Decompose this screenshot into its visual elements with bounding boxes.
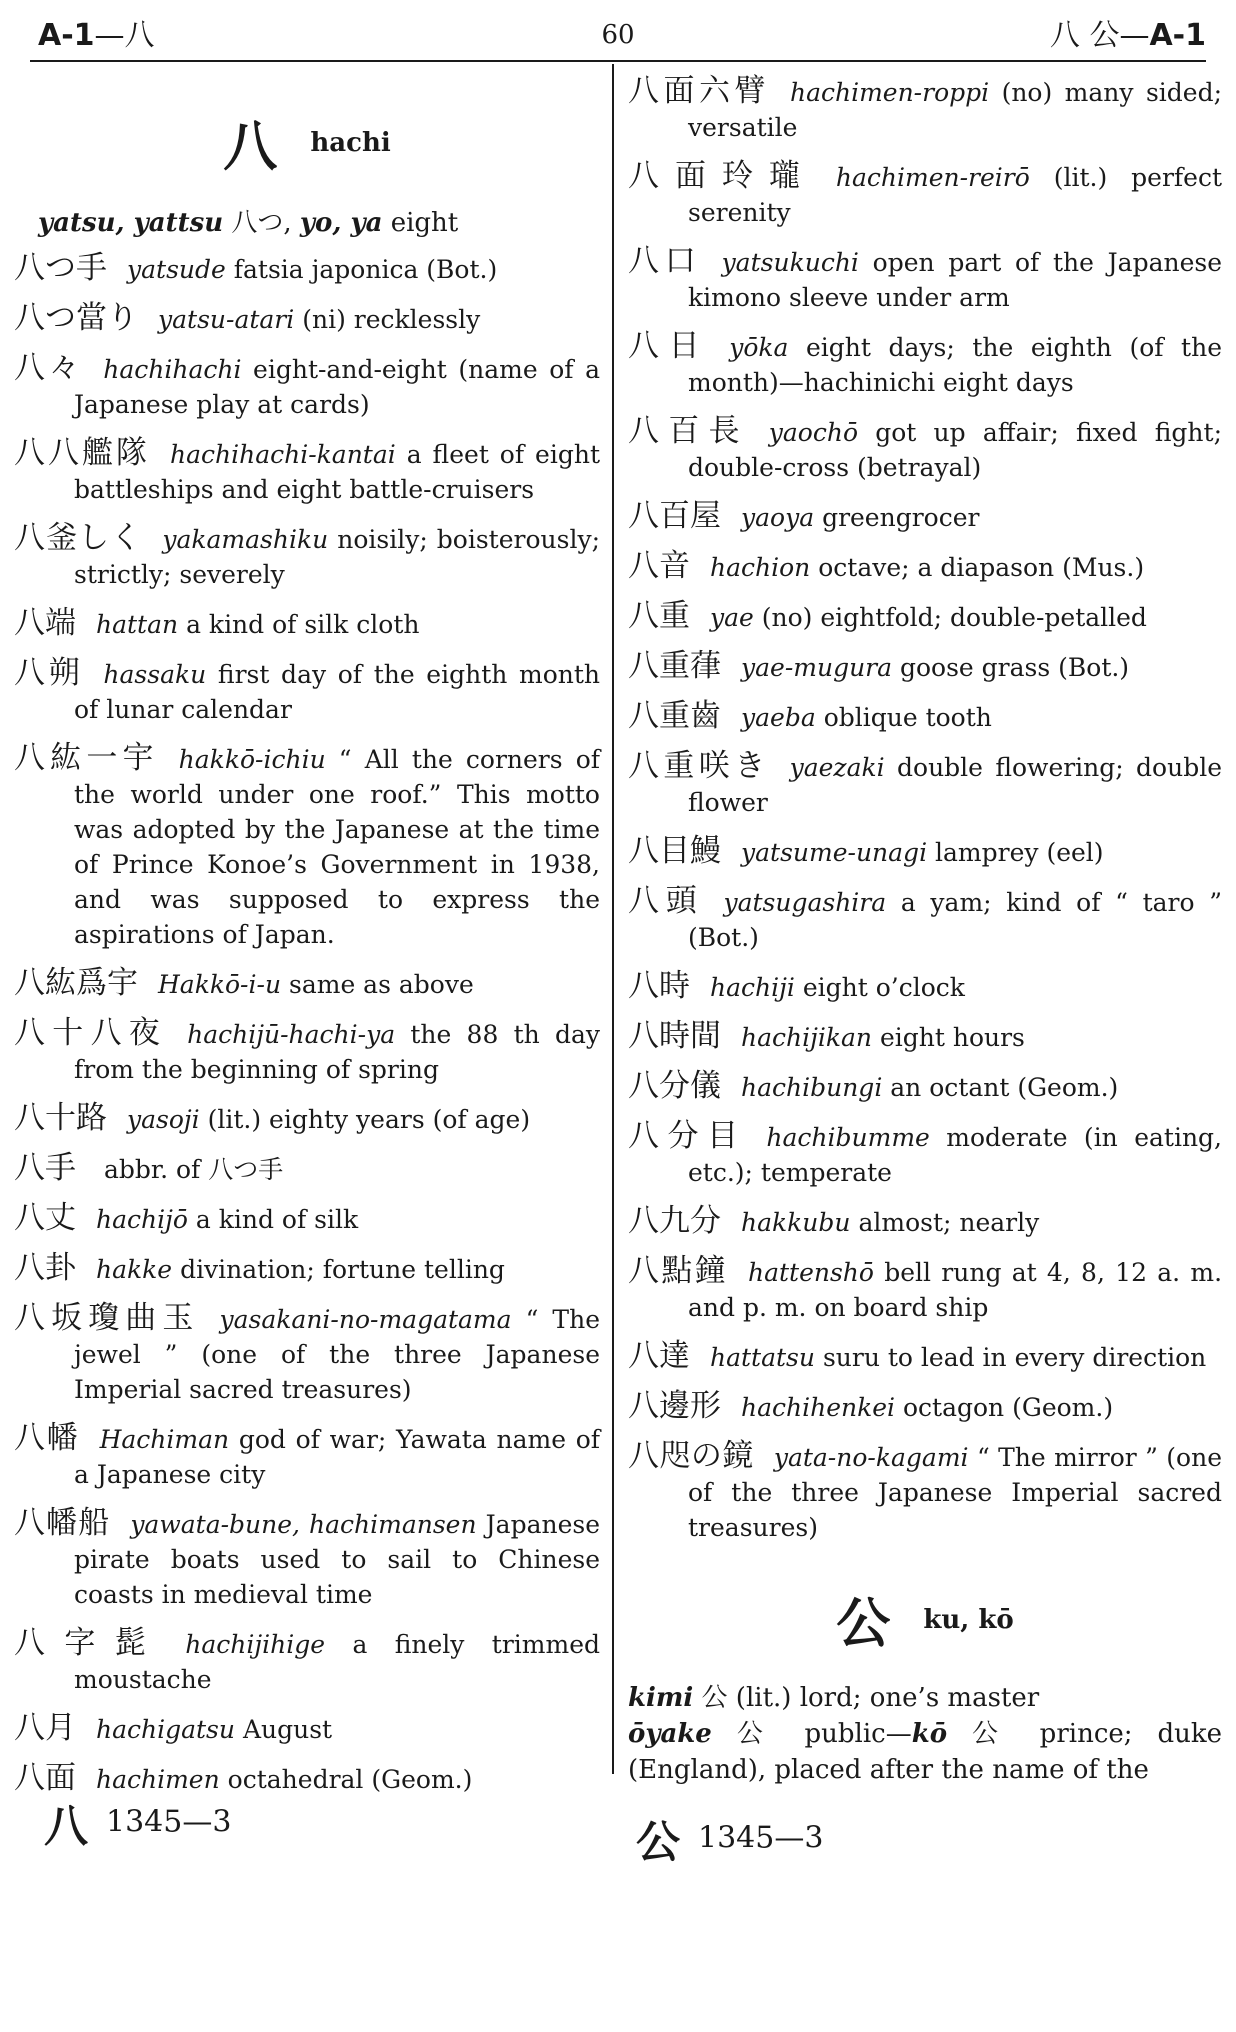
entry-headword: 八時 <box>628 968 690 1004</box>
entry-romaji: yakamashiku <box>162 525 329 554</box>
entry-headword: 八つ當り <box>14 300 138 336</box>
reading-meaning: eight <box>390 208 459 238</box>
column-divider <box>612 64 614 1774</box>
entry-headword: 八面 <box>14 1760 76 1796</box>
entry-definition: double flowering; double flower <box>688 753 1223 817</box>
dictionary-entry <box>628 649 1222 685</box>
entry-headword: 八釜しく <box>14 520 143 556</box>
entry-romaji: hattatsu <box>710 1343 815 1372</box>
entry-romaji: hachimen-roppi <box>789 78 990 107</box>
entry-definition: a fleet of eight battleships and eight battle-cruisers <box>74 440 600 504</box>
entry-definition: open part of the Japanese kimono sleeve under arm <box>688 248 1223 312</box>
entry-headword: 八面玲瓏 <box>628 158 816 194</box>
entry-romaji: yōka <box>729 333 789 362</box>
dictionary-entry <box>628 884 1222 955</box>
dictionary-entry <box>628 1019 1222 1055</box>
sub-rest2: 公 prince; duke (England), placed after the name of the <box>628 1719 1223 1785</box>
entry-headword: 八紘一宇 <box>14 740 159 776</box>
entry-romaji: yae <box>710 603 754 632</box>
entry-definition: got up affair; fixed fight; double-cross (betrayal) <box>688 418 1222 482</box>
footer-right-code: 1345—3 <box>698 1820 824 1856</box>
entry-romaji: yae-mugura <box>741 653 893 682</box>
header-right: 八 公—A-1 <box>1049 18 1206 53</box>
left-column <box>14 68 600 1811</box>
dictionary-entry <box>628 549 1222 585</box>
head-kanji: 八 <box>223 115 278 178</box>
sub-rest1: 公 (lit.) lord; one’s master <box>701 1683 1040 1713</box>
entry-romaji: hachimen <box>96 1765 220 1794</box>
entry-headword: 八頭 <box>628 883 704 919</box>
entry-romaji: hachihachi <box>103 355 242 384</box>
dictionary-entry <box>14 741 600 952</box>
entry-headword: 八時間 <box>628 1018 721 1054</box>
entry-definition: August <box>242 1715 333 1744</box>
entry-romaji: hachihachi-kantai <box>169 440 396 469</box>
entry-definition: Japanese pirate boats used to sail to Chinese coasts in medieval time <box>74 1510 601 1609</box>
entry-headword: 八分儀 <box>628 1068 721 1104</box>
header-left-code: A-1 <box>38 18 95 53</box>
dictionary-entry <box>628 1339 1222 1375</box>
entry-definition: a kind of silk cloth <box>186 610 420 639</box>
dictionary-entry <box>628 1439 1222 1545</box>
dictionary-entry <box>628 1069 1222 1105</box>
entry-romaji: hattan <box>96 610 179 639</box>
entry-romaji: Hakkō-i-u <box>158 970 282 999</box>
entry-definition: octave; a diapason (Mus.) <box>818 553 1145 582</box>
entry-headword: 八手 <box>14 1150 76 1186</box>
entry-headword: 八目鰻 <box>628 833 721 869</box>
entry-headword: 八點鐘 <box>628 1253 728 1289</box>
dictionary-entry <box>14 1016 600 1087</box>
entry-headword: 八字髭 <box>14 1625 166 1661</box>
footer-left-code: 1345—3 <box>106 1804 232 1840</box>
dictionary-entry <box>628 969 1222 1005</box>
dictionary-entry <box>14 1506 600 1612</box>
right-entries <box>628 74 1222 1545</box>
header-left-kanji: 八 <box>124 18 155 53</box>
entry-headword: 八端 <box>14 605 76 641</box>
entry-headword: 八八艦隊 <box>14 435 150 471</box>
entry-definition: abbr. of 八つ手 <box>103 1155 284 1184</box>
entry-headword: 八口 <box>628 243 702 279</box>
entry-definition: eight o’clock <box>802 973 965 1002</box>
entry-headword: 八十八夜 <box>14 1015 168 1051</box>
head-reading: hachi <box>310 127 391 158</box>
readings-line <box>14 205 600 241</box>
entry-romaji: yatsume-unagi <box>741 838 928 867</box>
right-column <box>628 74 1222 1798</box>
entry-definition: “ All the corners of the world under one roof.” This motto was adopted by the Japanese at the time of Prince Konoe’s Government in 1938, and was supposed to express the aspirations of Japan. <box>74 745 601 949</box>
dictionary-entry <box>628 329 1222 400</box>
dictionary-entry <box>628 749 1222 820</box>
entry-romaji: hassaku <box>103 660 207 689</box>
dictionary-entry <box>14 351 600 422</box>
entry-headword: 八卦 <box>14 1250 76 1286</box>
entry-romaji: yawata-bune, hachimansen <box>130 1510 477 1539</box>
sub-kun3: kō <box>911 1719 948 1749</box>
entry-headword: 八百長 <box>628 413 749 449</box>
entry-romaji: hachijū-hachi-ya <box>187 1020 396 1049</box>
sub-kun1: kimi <box>628 1683 694 1713</box>
dictionary-entry <box>14 1421 600 1492</box>
dictionary-entry <box>628 699 1222 735</box>
entry-definition: a finely trimmed moustache <box>74 1630 600 1694</box>
header-right-kanji: 八 公 <box>1049 18 1120 53</box>
entry-romaji: yatsugashira <box>723 888 887 917</box>
dictionary-entry <box>628 599 1222 635</box>
dictionary-entry <box>14 251 600 287</box>
entry-headword: 八邊形 <box>628 1388 721 1424</box>
entry-romaji: hachigatsu <box>96 1715 235 1744</box>
entry-definition: noisily; boisterously; strictly; severely <box>74 525 600 589</box>
entry-romaji: hakkubu <box>741 1208 851 1237</box>
sub-head-kanji: 公 <box>836 1592 891 1655</box>
entry-romaji: hachion <box>710 553 811 582</box>
entry-headword: 八朔 <box>14 655 84 691</box>
header-rule <box>30 60 1206 62</box>
entry-definition: octagon (Geom.) <box>903 1393 1114 1422</box>
entry-headword: 八分目 <box>628 1118 747 1154</box>
dictionary-entry <box>628 1119 1222 1190</box>
entry-definition: bell rung at 4, 8, 12 a. m. and p. m. on board ship <box>688 1258 1223 1322</box>
entry-romaji: yaochō <box>768 418 859 447</box>
dictionary-entry <box>628 1254 1222 1325</box>
dictionary-entry <box>628 499 1222 535</box>
entry-romaji: yasakani-no-magatama <box>219 1305 512 1334</box>
entry-definition: moderate (in eating, etc.); temperate <box>688 1123 1222 1187</box>
entry-headword: 八々 <box>14 350 84 386</box>
entry-definition: “ The mirror ” (one of the three Japanese Imperial sacred treasures) <box>688 1443 1222 1542</box>
entry-definition: first day of the eighth month of lunar calendar <box>74 660 601 724</box>
entry-romaji: yasoji <box>127 1105 200 1134</box>
dictionary-entry <box>628 159 1222 230</box>
sub-text <box>628 1680 1222 1788</box>
dictionary-entry <box>14 1711 600 1747</box>
entry-romaji: hakkō-ichiu <box>178 745 326 774</box>
entry-definition: fatsia japonica (Bot.) <box>233 255 498 284</box>
entry-definition: greengrocer <box>822 503 980 532</box>
dictionary-entry <box>14 1101 600 1137</box>
entry-definition: a kind of silk <box>195 1205 359 1234</box>
entry-headword: 八幡船 <box>14 1505 111 1541</box>
entry-headword: 八九分 <box>628 1203 721 1239</box>
entry-romaji: hachibumme <box>766 1123 930 1152</box>
sub-head-reading: ku, kō <box>923 1604 1014 1635</box>
dictionary-entry <box>14 521 600 592</box>
entry-headword: 八重葎 <box>628 648 721 684</box>
entry-romaji: hachibungi <box>741 1073 883 1102</box>
entry-romaji: yatsukuchi <box>721 248 859 277</box>
dictionary-entry <box>628 1204 1222 1240</box>
dictionary-entry <box>14 1151 600 1187</box>
entry-definition: same as above <box>289 970 474 999</box>
entry-headword: 八坂瓊曲玉 <box>14 1300 200 1336</box>
header-right-code: A-1 <box>1149 18 1206 53</box>
dictionary-entry <box>14 301 600 337</box>
entry-romaji: yatsu-atari <box>158 305 295 334</box>
entry-romaji: Hachiman <box>99 1425 230 1454</box>
reading-kun: yatsu, yattsu <box>38 208 224 238</box>
entry-headword: 八音 <box>628 548 690 584</box>
entry-romaji: hattenshō <box>747 1258 874 1287</box>
entry-definition: “ The jewel ” (one of the three Japanese Imperial sacred treasures) <box>74 1305 600 1404</box>
entry-definition: suru to lead in every direction <box>822 1343 1207 1372</box>
entry-romaji: hachimen-reirō <box>835 163 1030 192</box>
entry-headword: 八重 <box>628 598 690 634</box>
entry-definition: almost; nearly <box>858 1208 1040 1237</box>
entry-definition: (no) eightfold; double-petalled <box>761 603 1147 632</box>
entry-definition: (no) many sided; versatile <box>688 78 1222 142</box>
dictionary-entry <box>14 1626 600 1697</box>
entry-definition: (lit.) eighty years (of age) <box>207 1105 531 1134</box>
entry-definition: a yam; kind of “ taro ” (Bot.) <box>688 888 1223 952</box>
entry-definition: divination; fortune telling <box>180 1255 505 1284</box>
entry-headword: 八十路 <box>14 1100 107 1136</box>
entry-headword: 八咫の鏡 <box>628 1438 754 1474</box>
entry-definition: oblique tooth <box>823 703 992 732</box>
header-left: A-1—八 <box>38 18 155 53</box>
entry-headword: 八つ手 <box>14 250 107 286</box>
entry-definition: an octant (Geom.) <box>890 1073 1119 1102</box>
footer-left-kanji: 八 <box>44 1801 88 1852</box>
entry-headword: 八丈 <box>14 1200 76 1236</box>
entry-definition: eight hours <box>879 1023 1025 1052</box>
dictionary-entry <box>14 1251 600 1287</box>
footer-right-kanji: 公 <box>636 1817 680 1868</box>
entry-headword: 八幡 <box>14 1420 80 1456</box>
entry-headword: 八月 <box>14 1710 76 1746</box>
dictionary-entry <box>628 1389 1222 1425</box>
entry-definition: the 88 th day from the beginning of spring <box>74 1020 600 1084</box>
entry-definition: octahedral (Geom.) <box>227 1765 473 1794</box>
dictionary-entry <box>14 966 600 1002</box>
dictionary-entry <box>628 834 1222 870</box>
dictionary-entry <box>14 1201 600 1237</box>
entry-romaji: hachijō <box>96 1205 188 1234</box>
sub-kun2: ōyake <box>628 1719 712 1749</box>
dictionary-entry <box>628 414 1222 485</box>
entry-headword: 八重齒 <box>628 698 721 734</box>
head-kanji-block <box>14 104 600 181</box>
entry-headword: 八日 <box>628 328 710 364</box>
entry-headword: 八面六臂 <box>628 73 770 109</box>
entry-romaji: hachijihige <box>185 1630 326 1659</box>
left-entries <box>14 251 600 1797</box>
dictionary-entry <box>14 606 600 642</box>
entry-romaji: hachihenkei <box>741 1393 896 1422</box>
entry-headword: 八重咲き <box>628 748 770 784</box>
entry-romaji: yaoya <box>741 503 815 532</box>
dictionary-entry <box>14 656 600 727</box>
entry-definition: goose grass (Bot.) <box>900 653 1130 682</box>
entry-romaji: hachijikan <box>741 1023 873 1052</box>
sub-mid2: 公 public— <box>736 1719 912 1749</box>
entry-definition: lamprey (eel) <box>935 838 1104 867</box>
reading-mid: 八つ, <box>231 208 292 238</box>
dictionary-entry <box>14 436 600 507</box>
entry-romaji: hachiji <box>710 973 795 1002</box>
dictionary-entry <box>628 244 1222 315</box>
page-number: 60 <box>601 20 635 50</box>
sub-head-block <box>628 1581 1222 1658</box>
entry-romaji: yaeba <box>741 703 816 732</box>
entry-romaji: hakke <box>96 1255 173 1284</box>
footer-right <box>636 1806 823 1870</box>
entry-definition: eight-and-eight (name of a Japanese play at cards) <box>74 355 601 419</box>
reading-kun2: yo, ya <box>299 208 383 238</box>
entry-romaji: yatsude <box>127 255 226 284</box>
entry-definition: god of war; Yawata name of a Japanese city <box>74 1425 601 1489</box>
entry-headword: 八達 <box>628 1338 690 1374</box>
entry-headword: 八紘爲宇 <box>14 965 138 1001</box>
entry-definition: (lit.) perfect serenity <box>688 163 1222 227</box>
entry-romaji: yaezaki <box>789 753 885 782</box>
entry-headword: 八百屋 <box>628 498 721 534</box>
entry-definition: eight days; the eighth (of the month)—hachinichi eight days <box>688 333 1222 397</box>
dictionary-entry <box>14 1301 600 1407</box>
entry-definition: (ni) recklessly <box>302 305 481 334</box>
footer-left <box>44 1790 231 1854</box>
dictionary-entry <box>628 74 1222 145</box>
entry-romaji: yata-no-kagami <box>773 1443 969 1472</box>
